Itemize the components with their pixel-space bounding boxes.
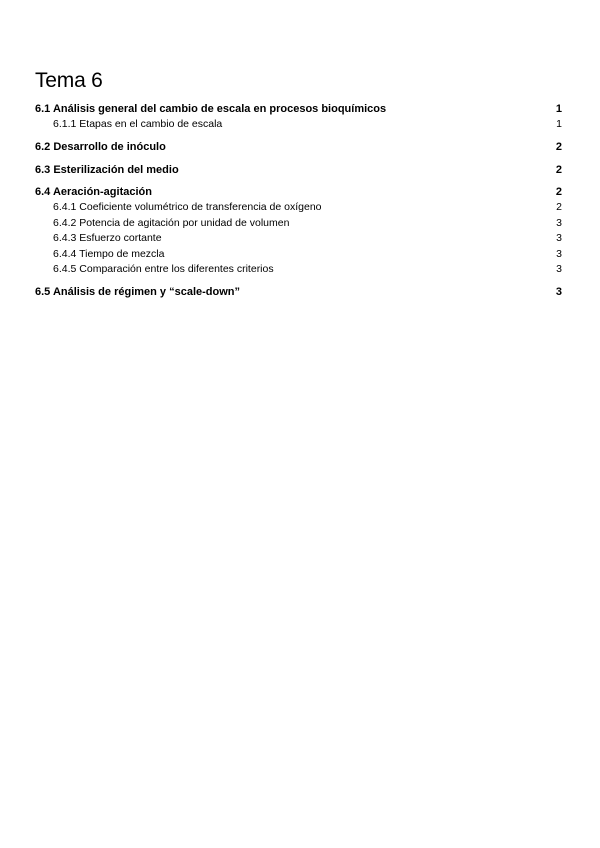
toc-subsection-6-4-1[interactable] [35,200,562,216]
toc-subsection-6-4-2[interactable] [35,216,562,232]
toc-section-6-4[interactable] [35,184,562,200]
toc-subsection-label: 6.4.1 Coeficiente volumétrico de transferencia de oxígeno [53,201,322,213]
document-page [35,68,562,300]
document-title: Tema 6 [35,69,103,92]
toc-page-number: 1 [556,118,562,130]
toc-page-number: 2 [555,163,562,176]
toc-page-number: 2 [555,186,562,198]
toc-section-6-5[interactable] [35,284,562,300]
toc-subsection-label: 6.4.5 Comparación entre los diferentes criterios [53,263,274,275]
toc-subsection-label: 6.4.4 Tiempo de mezcla [53,247,165,260]
toc-section-6-1[interactable] [35,101,562,117]
toc-section-label: 6.4 Aeración-agitación [35,186,152,198]
toc-section-6-2[interactable] [35,139,562,155]
toc-subsection-6-4-5[interactable] [35,262,562,278]
toc-subsection-label: 6.4.3 Esfuerzo cortante [53,232,162,244]
toc-page-number: 1 [555,103,562,115]
toc-page-number: 2 [556,201,562,213]
toc-page-number: 3 [556,247,562,260]
toc-subsection-6-4-4[interactable] [35,247,562,263]
toc-subsection-6-4-3[interactable] [35,231,562,247]
toc-page-number: 3 [556,263,562,275]
table-of-contents [35,101,562,300]
toc-section-label: 6.5 Análisis de régimen y “scale-down” [35,286,240,298]
toc-section-label: 6.1 Análisis general del cambio de escala en procesos bioquímicos [35,103,387,115]
toc-section-6-3[interactable] [35,162,562,178]
toc-section-label: 6.3 Esterilización del medio [35,163,179,176]
toc-page-number: 2 [555,141,562,153]
toc-page-number: 3 [555,286,562,298]
toc-subsection-label: 6.4.2 Potencia de agitación por unidad de volumen [53,216,290,229]
toc-section-label: 6.2 Desarrollo de inóculo [35,141,166,153]
toc-page-number: 3 [556,232,562,244]
toc-page-number: 3 [556,216,562,229]
toc-subsection-6-1-1[interactable] [35,117,562,133]
toc-subsection-label: 6.1.1 Etapas en el cambio de escala [53,118,223,130]
